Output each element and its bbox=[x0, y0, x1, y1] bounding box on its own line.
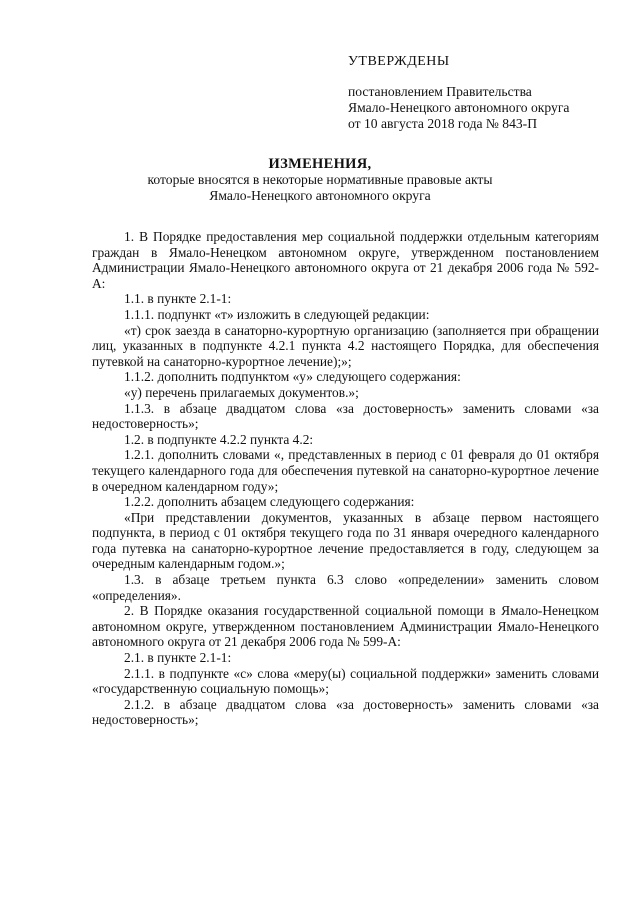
paragraph: 1.2. в подпункте 4.2.2 пункта 4.2: bbox=[124, 431, 314, 447]
document-subtitle-1: которые вносятся в некоторые нормативные правовые акты bbox=[147, 172, 493, 187]
document-body bbox=[92, 229, 599, 728]
paragraph: 1.2.1. дополнить словами «, представленных в период с 01 февраля до 01 октября текущего календарного года для обеспечения путевкой на санаторно-курортное лечение в очередном календарном году»; bbox=[92, 447, 599, 494]
approval-line-3: от 10 августа 2018 года № 843-П bbox=[348, 116, 538, 131]
document-title: ИЗМЕНЕНИЯ, bbox=[268, 156, 372, 172]
paragraph: 1.1.3. в абзаце двадцатом слова «за достоверность» заменить словами «за недостоверность»; bbox=[92, 400, 599, 432]
document-subtitle-2: Ямало-Ненецкого автономного округа bbox=[209, 188, 431, 203]
approval-stamp: УТВЕРЖДЕНЫ bbox=[348, 54, 450, 69]
paragraph: 1.2.2. дополнить абзацем следующего содержания: bbox=[124, 494, 415, 510]
paragraph: «у) перечень прилагаемых документов.»; bbox=[124, 384, 359, 400]
paragraph: 1.1. в пункте 2.1-1: bbox=[124, 291, 232, 307]
paragraph: 1. В Порядке предоставления мер социальной поддержки отдельным категориям граждан в Ямало-Ненецком автономном округе, утвержденном постановлением Администрации Ямало-Ненецкого автономного округа от 21 декабря 2006 года № 592-А: bbox=[92, 229, 599, 291]
approval-block bbox=[348, 54, 628, 132]
paragraph: 1.3. в абзаце третьем пункта 6.3 слово «определении» заменить словом «определения». bbox=[92, 572, 599, 603]
document-heading bbox=[0, 156, 640, 204]
paragraph: «т) срок заезда в санаторно-курортную организацию (заполняется при обращении лиц, указанных в подпункте 4.2.1 пункта 4.2 настоящего Порядка, для обеспечения путевкой на санаторно-курортное лечение);»; bbox=[92, 322, 599, 369]
paragraph: 2.1.2. в абзаце двадцатом слова «за достоверность» заменить словами «за недостоверность»; bbox=[92, 696, 599, 728]
paragraph: 2.1.1. в подпункте «с» слова «меру(ы) социальной поддержки» заменить словами «государственную социальную помощь»; bbox=[92, 665, 599, 697]
paragraph: 2.1. в пункте 2.1-1: bbox=[124, 650, 232, 666]
paragraph: «При представлении документов, указанных в абзаце первом настоящего подпункта, в период с 01 октября текущего года по 31 января очередного календарного года путевка на санаторно-курортное лечение предоставляется в году, следующем за очередным календарным годом.»; bbox=[92, 509, 599, 572]
paragraph: 1.1.2. дополнить подпунктом «у» следующего содержания: bbox=[124, 369, 461, 385]
paragraph: 1.1.1. подпункт «т» изложить в следующей редакции: bbox=[124, 306, 430, 322]
approval-line-1: постановлением Правительства bbox=[348, 84, 532, 99]
paragraph: 2. В Порядке оказания государственной социальной помощи в Ямало-Ненецком автономном округе, утвержденном постановлением Администрации Ямало-Ненецкого автономного округа от 21 декабря 2006 года № 599-А: bbox=[92, 603, 599, 650]
approval-line-2: Ямало-Ненецкого автономного округа bbox=[348, 100, 570, 115]
